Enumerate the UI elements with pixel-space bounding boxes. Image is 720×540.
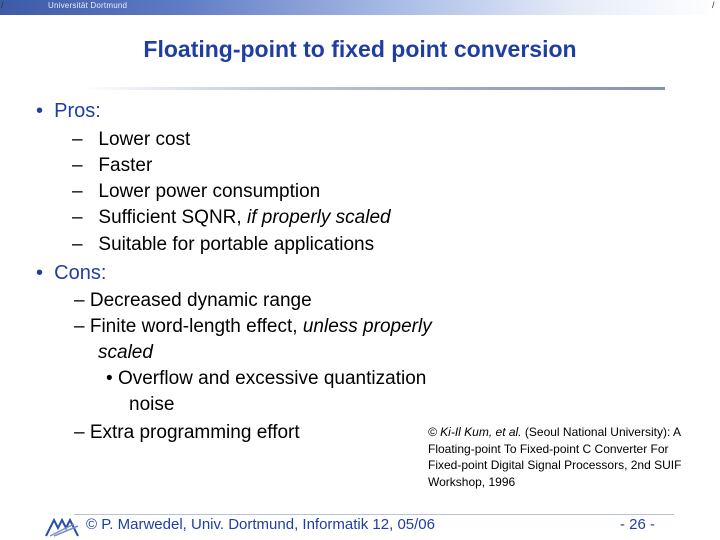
dash-icon: – <box>72 234 83 255</box>
university-label: Universität Dortmund <box>48 1 128 10</box>
list-item <box>72 155 152 177</box>
pros-label: Pros: <box>54 100 101 122</box>
list-item <box>72 207 391 229</box>
dash-icon: – <box>74 290 85 311</box>
cons-label: Cons: <box>54 262 107 284</box>
footer-copyright: © P. Marwedel, Univ. Dortmund, Informatik 12, 05/06 <box>86 516 435 533</box>
dash-icon: – <box>74 422 85 443</box>
footer-divider <box>74 514 674 515</box>
dash-icon: – <box>72 129 83 150</box>
bullet-icon: • <box>36 100 44 122</box>
slide-title: Floating-point to fixed point conversion <box>143 36 577 62</box>
list-item <box>72 181 320 203</box>
sub-list-item-continuation <box>129 394 174 416</box>
sub-list-item-text: Overflow and excessive quantization <box>117 368 427 389</box>
left-corner-mark: / <box>1 0 4 10</box>
list-item-emphasis: if properly scaled <box>246 207 391 228</box>
list-item <box>72 129 190 151</box>
bullet-icon: • <box>36 262 44 284</box>
list-item-text: Sufficient SQNR, <box>98 207 247 228</box>
dash-icon: – <box>72 181 83 202</box>
pros-heading <box>36 100 101 123</box>
bullet-icon: • <box>106 368 113 389</box>
list-item-text: Extra programming effort <box>89 422 300 443</box>
list-item <box>74 316 432 338</box>
list-item-text: Suitable for portable applications <box>98 234 375 255</box>
list-item <box>74 422 300 444</box>
list-item-text: Lower power consumption <box>98 181 321 202</box>
list-item-emphasis: scaled <box>98 342 153 363</box>
list-item-emphasis: unless properly <box>302 316 432 337</box>
dash-icon: – <box>72 207 83 228</box>
title-divider <box>80 87 665 90</box>
right-corner-mark: / <box>712 0 715 10</box>
list-item-text: Finite word-length effect, <box>89 316 303 337</box>
citation <box>428 424 693 490</box>
list-item <box>74 290 312 312</box>
list-item-continuation <box>98 342 153 364</box>
citation-author: © Ki-Il Kum, et al. <box>428 425 522 439</box>
list-item-text: Lower cost <box>98 129 191 150</box>
university-logo-icon <box>44 516 84 538</box>
page-number: - 26 - <box>620 516 656 533</box>
list-item-text: Decreased dynamic range <box>89 290 312 311</box>
list-item <box>72 234 374 256</box>
sub-list-item-text: noise <box>129 394 175 415</box>
list-item-text: Faster <box>98 155 153 176</box>
sub-list-item <box>106 368 426 390</box>
dash-icon: – <box>74 316 85 337</box>
cons-heading <box>36 262 106 285</box>
citation-text: (Seoul National University): A Floating-point To Fixed-point C Converter For Fixed-point Digital Signal Processors, 2nd SUIF Workshop, 1996 <box>428 425 682 489</box>
dash-icon: – <box>72 155 83 176</box>
